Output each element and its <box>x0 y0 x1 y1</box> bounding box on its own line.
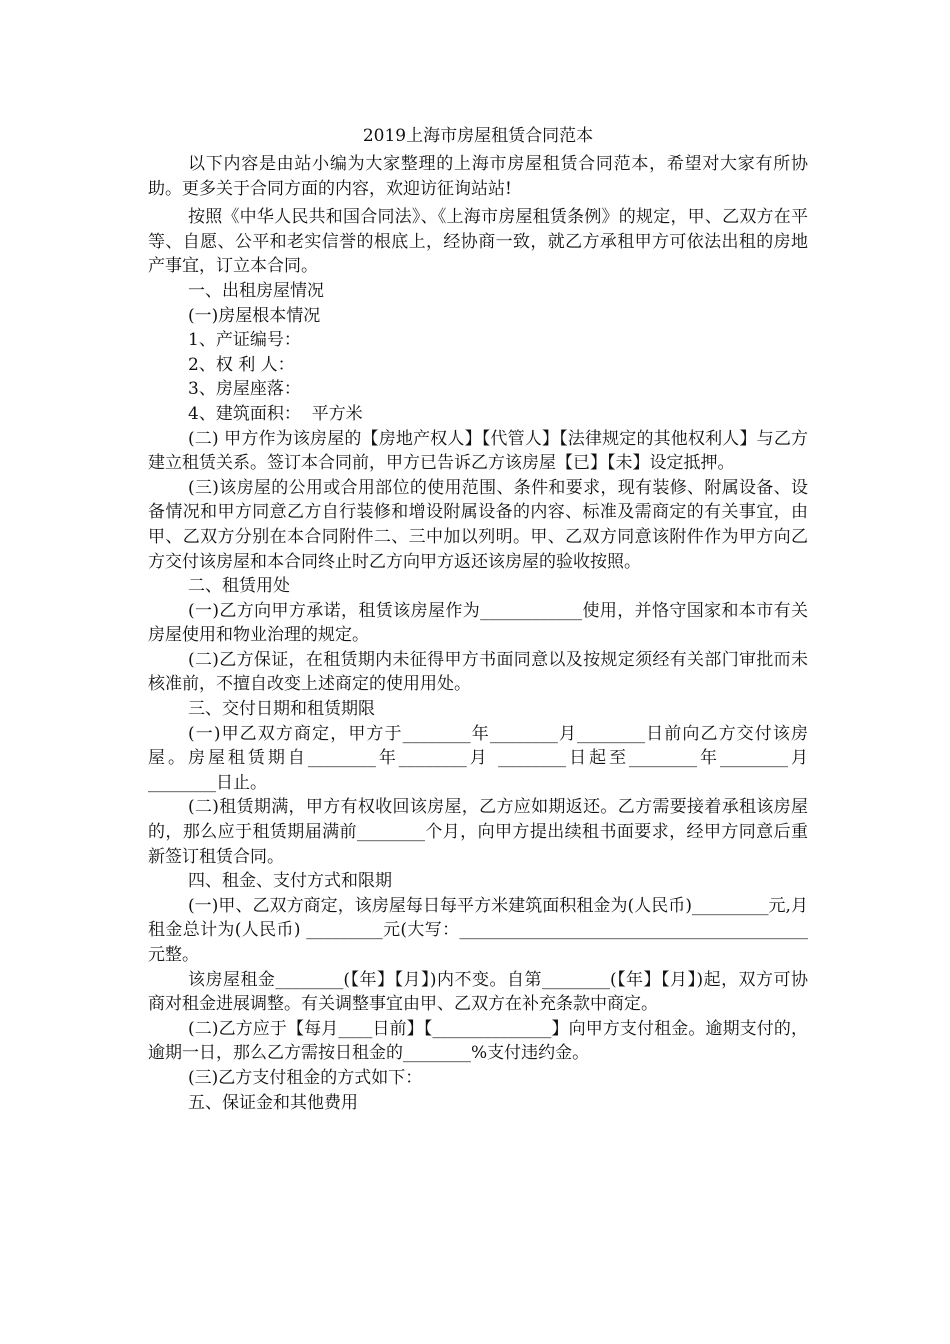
field-location: 3、房屋座落： <box>188 379 301 400</box>
section-heading-3: 三、交付日期和租赁期限 <box>188 699 375 720</box>
clause-paragraph: (三)乙方支付租金的方式如下： <box>188 1067 423 1088</box>
section-heading-1: 一、出租房屋情况 <box>188 280 324 301</box>
clause-paragraph: (一)甲乙双方商定，甲方于________年________月________日前向乙方交付该房屋。房屋租赁期自________年________月 ________日起至________年________月________日止。 <box>148 723 808 793</box>
clause-paragraph: (二) 甲方作为该房屋的【房地产权人】【代管人】【法律规定的其他权利人】与乙方建立租赁关系。签订本合同前，甲方已告诉乙方该房屋【已】【未】设定抵押。 <box>148 428 808 474</box>
field-floor-area: 4、建筑面积： 平方米 <box>188 403 363 424</box>
document-title: 2019上海市房屋租赁合同范本 <box>362 126 594 146</box>
clause-paragraph: (二)乙方保证，在租赁期内未征得甲方书面同意以及按规定须经有关部门审批而未核准前，不擅自改变上述商定的使用用处。 <box>148 649 808 695</box>
field-certificate-no: 1、产证编号： <box>188 330 301 351</box>
section-heading-2: 二、租赁用处 <box>188 576 290 597</box>
preamble-paragraph: 按照《中华人民共和国合同法》、《上海市房屋租赁条例》的规定，甲、乙双方在平等、自愿、公平和老实信誉的根底上，经协商一致，就乙方承租甲方可依法出租的房地产事宜，订立本合同。 <box>148 207 808 277</box>
field-owner: 2、权 利 人： <box>188 354 295 375</box>
section-heading-4: 四、租金、支付方式和限期 <box>188 871 392 892</box>
clause-paragraph: (一)甲、乙双方商定，该房屋每日每平方米建筑面积租金为(人民币)_________元,月租金总计为(人民币) _________元(大写：_________________________________________元整。 <box>148 895 808 965</box>
clause-paragraph: 该房屋租金________(【年】【月】)内不变。自第________(【年】【月】)起，双方可协商对租金进展调整。有关调整事宜由甲、乙双方在补充条款中商定。 <box>148 969 808 1015</box>
section-heading-5: 五、保证金和其他费用 <box>188 1092 358 1113</box>
clause-paragraph: (二)租赁期满，甲方有权收回该房屋，乙方应如期返还。乙方需要接着承租该房屋的，那么应于租赁期届满前________个月，向甲方提出续租书面要求，经甲方同意后重新签订租赁合同。 <box>148 797 808 867</box>
clause-paragraph: (一)乙方向甲方承诺，租赁该房屋作为____________使用，并恪守国家和本市有关房屋使用和物业治理的规定。 <box>148 600 808 646</box>
clause-paragraph: (二)乙方应于【每月____日前】【______________】向甲方支付租金。逾期支付的， 逾期一日，那么乙方需按日租金的________%支付违约金。 <box>148 1018 814 1064</box>
document-page <box>148 124 814 1115</box>
intro-paragraph: 以下内容是由站小编为大家整理的上海市房屋租赁合同范本，希望对大家有所协助。更多关于合同方面的内容，欢迎访征询站站! <box>148 154 808 199</box>
clause-paragraph: (三)该房屋的公用或合用部位的使用范围、条件和要求，现有装修、附属设备、设备情况和甲方同意乙方自行装修和增设附属设备的内容、标准及需商定的有关事宜，由甲、乙双方分别在本合同附件二、三中加以列明。甲、乙双方同意该附件作为甲方向乙方交付该房屋和本合同终止时乙方向甲方返还该房屋的验收按照。 <box>148 477 808 572</box>
subsection-heading: (一)房屋根本情况 <box>188 305 321 326</box>
